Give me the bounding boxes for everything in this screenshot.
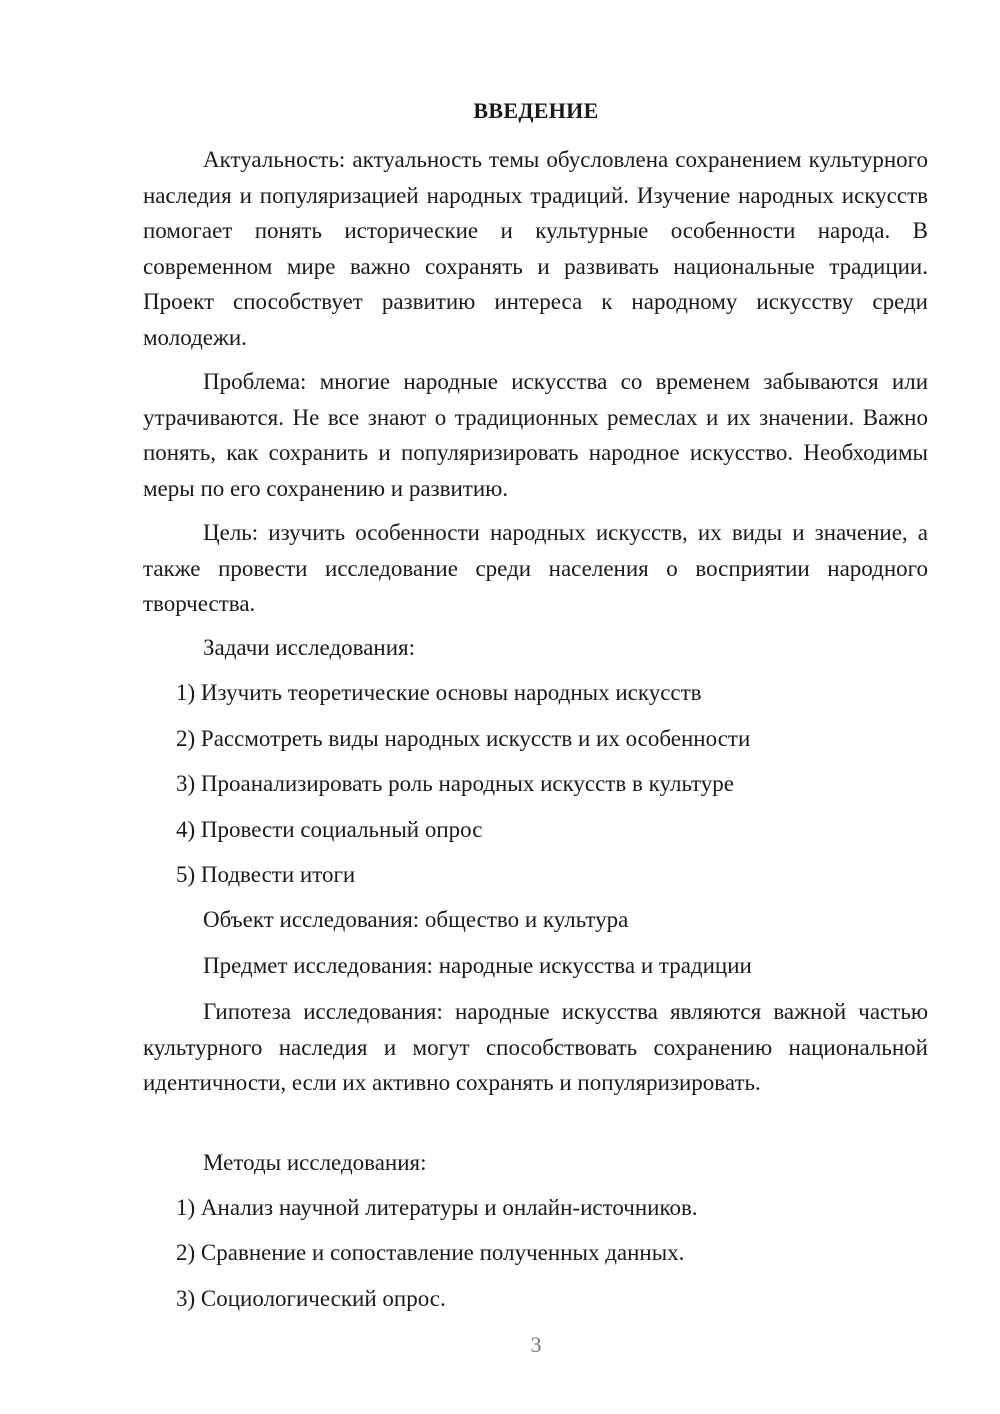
method-item: 3) Социологический опрос. [176, 1286, 446, 1311]
methods-title: Методы исследования: [203, 1150, 427, 1175]
task-item: 1) Изучить теоретические основы народных искусств [176, 680, 702, 705]
task-item: 4) Провести социальный опрос [176, 817, 483, 842]
paragraph-hypothesis: Гипотеза исследования: народные искусства являются важной частью культурного наследия и могут способствовать сохранению национальной идентичности, если их активно сохранять и популяризировать. [143, 999, 928, 1095]
task-item: 5) Подвести итоги [176, 862, 356, 887]
method-item: 2) Сравнение и сопоставление полученных данных. [176, 1240, 685, 1265]
paragraph-relevance: Актуальность: актуальность темы обусловлена сохранением культурного наследия и популяризацией народных традиций. Изучение народных искусств помогает понять исторические и культурные особенности народа. В современном мире важно сохранять и развивать национальные традиции. Проект способствует развитию интереса к народному искусству среди молодежи. [143, 147, 928, 350]
paragraph-goal: Цель: изучить особенности народных искусств, их виды и значение, а также провести исследование среди населения о восприятии народного творчества. [143, 520, 928, 616]
page-number: 3 [530, 1332, 542, 1357]
tasks-title: Задачи исследования: [203, 635, 416, 660]
research-subject: Предмет исследования: народные искусства и традиции [203, 953, 752, 978]
research-object: Объект исследования: общество и культура [203, 907, 629, 932]
task-item: 2) Рассмотреть виды народных искусств и их особенности [176, 726, 751, 751]
paragraph-problem: Проблема: многие народные искусства со временем забываются или утрачиваются. Не все знают о традиционных ремеслах и их значении. Важно понять, как сохранить и популяризировать народное искусство. Необходимы меры по его сохранению и развитию. [143, 369, 928, 501]
method-item: 1) Анализ научной литературы и онлайн-источников. [176, 1195, 698, 1220]
task-item: 3) Проанализировать роль народных искусств в культуре [176, 771, 735, 796]
page-title: ВВЕДЕНИЕ [473, 98, 599, 123]
